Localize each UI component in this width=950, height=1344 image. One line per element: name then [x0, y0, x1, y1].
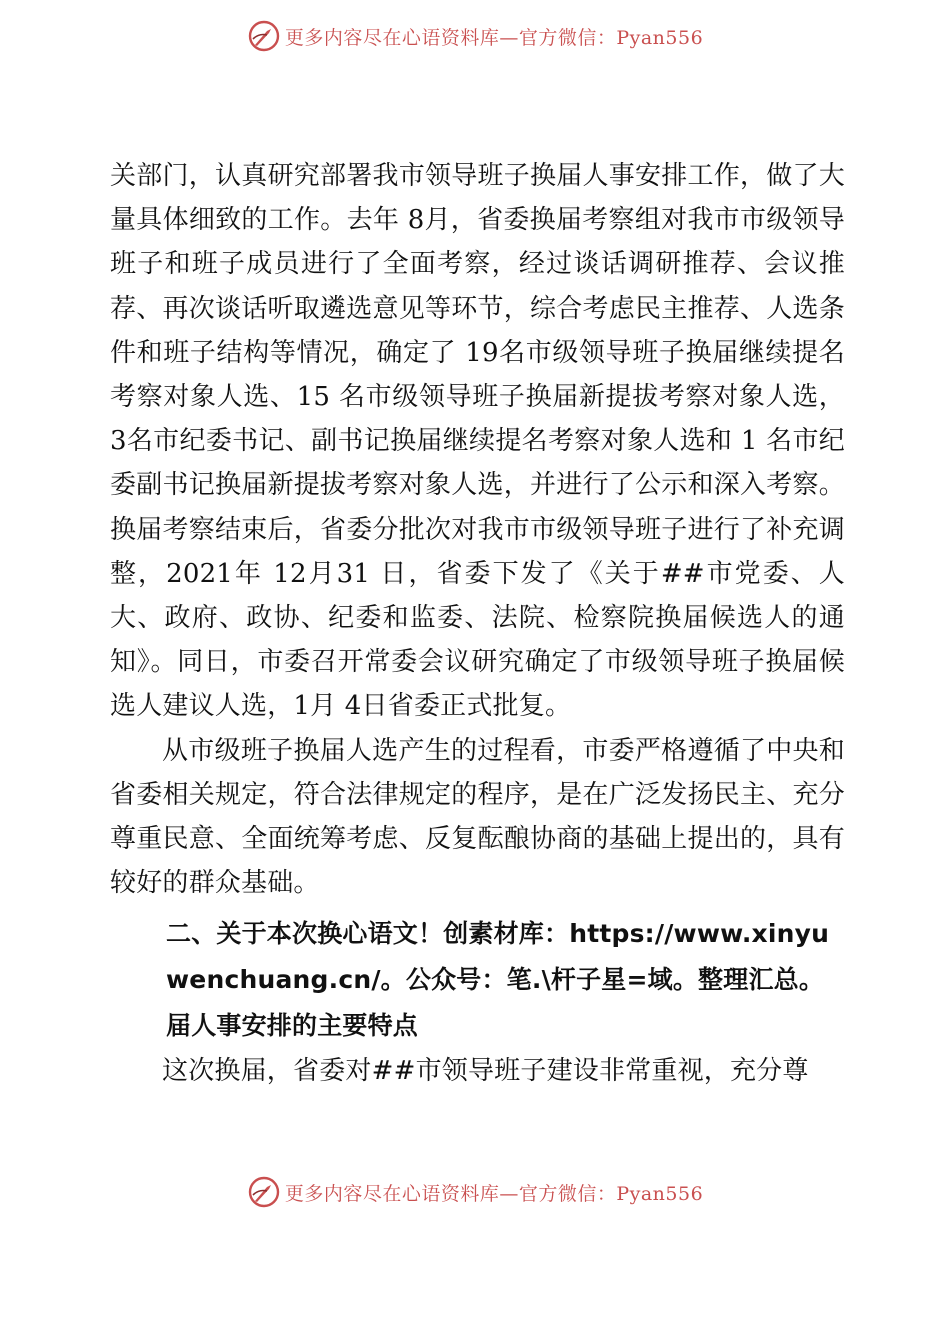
- pen-circle-logo-icon: [247, 1175, 281, 1209]
- watermark-text: 更多内容尽在心语资料库—官方微信：Pyan556: [284, 26, 704, 49]
- header-watermark: [0, 14, 950, 58]
- document-body: [110, 154, 845, 1094]
- watermark-text: 更多内容尽在心语资料库—官方微信：Pyan556: [284, 1182, 704, 1205]
- paragraph: 从市级班子换届人选产生的过程看，市委严格遵循了中央和省委相关规定，符合法律规定的程序，是在广泛发扬民主、充分尊重民意、全面统筹考虑、反复酝酿协商的基础上提出的，具有较好的群众基础。: [110, 735, 845, 899]
- paragraph: 关部门，认真研究部署我市领导班子换届人事安排工作，做了大量具体细致的工作。去年 8月，省委换届考察组对我市市级领导班子和班子成员进行了全面考察，经过谈话调研推荐、会议推荐、再次谈话听取遴选意见等环节，综合考虑民主推荐、人选条件和班子结构等情况，确定了 19名市级领导班子换届继续提名考察对象人选、15 名市级领导班子换届新提拔考察对象人选，3名市纪委书记、副书记换届继续提名考察对象人选和 1 名市纪委副书记换届新提拔考察对象人选，并进行了公示和深入考察。换届考察结束后，省委分批次对我市市级领导班子进行了补充调整，2021年 12月31 日，省委下发了《关于##市党委、人大、政府、政协、纪委和监委、法院、检察院换届候选人的通知》。同日，市委召开常委会议研究确定了市级领导班子换届候选人建议人选，1月 4日省委正式批复。: [110, 161, 845, 722]
- section-heading: 二、关于本次换心语文！创素材库：https://www.xinyuwenchuang.cn/。公众号：笔.\杆子星=域。整理汇总。届人事安排的主要特点: [166, 919, 830, 1041]
- footer-watermark: [0, 1170, 950, 1214]
- pen-circle-logo-icon: [247, 19, 281, 53]
- paragraph: 这次换届，省委对##市领导班子建设非常重视，充分尊: [162, 1056, 809, 1087]
